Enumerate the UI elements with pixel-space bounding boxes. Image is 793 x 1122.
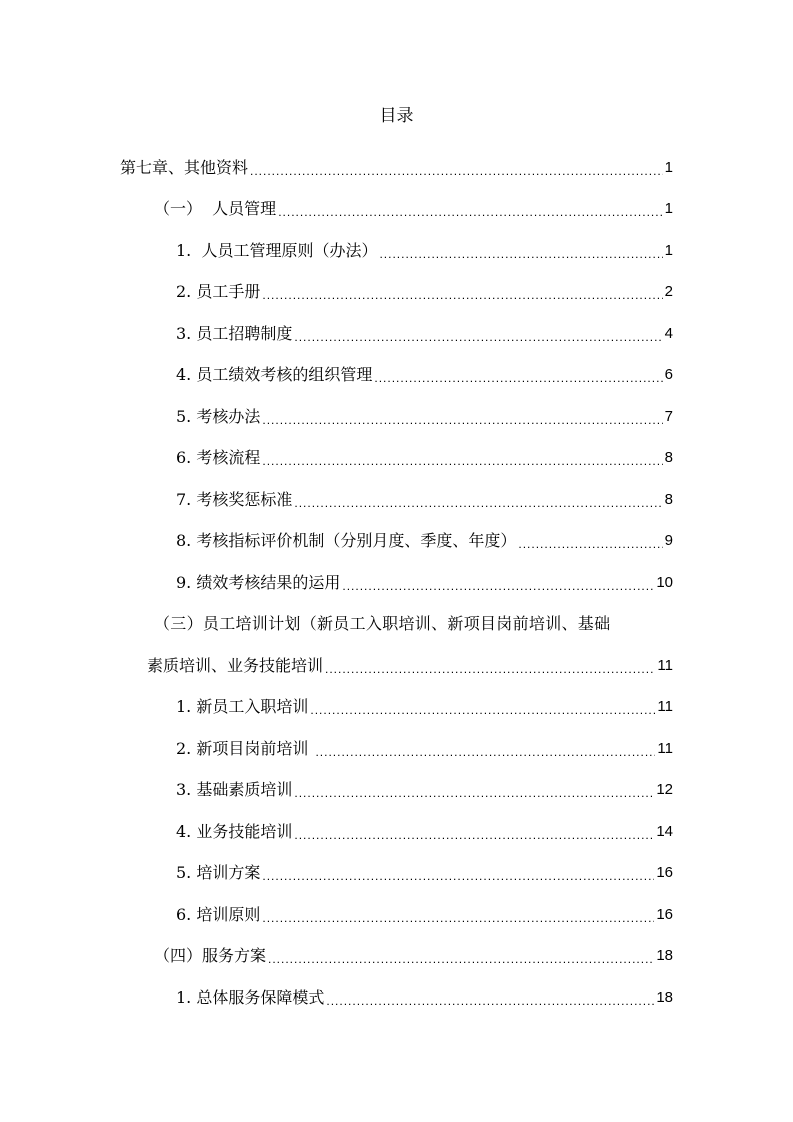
dot-leader [379,243,662,265]
toc-entry-page: 8 [664,449,673,467]
toc-entry[interactable] [0,770,793,812]
toc-entry-label: 2. 员工手册 [176,282,261,302]
toc-entry-page: 4 [664,324,673,342]
toc-entry[interactable] [0,687,793,729]
toc-entry-label: 6. 考核流程 [176,448,261,468]
toc-entry[interactable] [0,977,793,1019]
toc-entry-label: 1. 新员工入职培训 [176,697,309,717]
toc-entry-label: 5. 考核办法 [176,406,261,426]
dot-leader [262,284,662,306]
dot-leader [325,658,655,680]
toc-entry-label: 4. 业务技能培训 [176,821,293,841]
dot-leader [268,948,654,970]
toc-entry-label: 8. 考核指标评价机制（分别月度、季度、年度） [176,531,517,551]
dot-leader [262,450,662,472]
toc-entry-page: 16 [656,864,673,882]
toc-entry-page: 11 [657,656,673,674]
toc-entry[interactable] [0,272,793,314]
toc-entry-page: 7 [664,407,673,425]
toc-entry-page: 12 [656,781,673,799]
dot-leader [294,824,654,846]
toc-entry[interactable] [0,438,793,480]
toc-entry[interactable] [0,396,793,438]
toc-entry-page: 1 [664,158,673,176]
toc-entry[interactable] [0,894,793,936]
toc-entry-page: 8 [664,490,673,508]
toc-entry[interactable] [0,313,793,355]
toc-entry-page: 1 [664,200,673,218]
dot-leader [310,699,655,721]
dot-leader [262,907,654,929]
toc-entry-label: 2. 新项目岗前培训 [176,738,314,758]
toc-entry-label: 9. 绩效考核结果的运用 [176,572,341,592]
dot-leader [342,575,654,597]
toc-entry[interactable] [0,230,793,272]
toc-entry[interactable] [0,521,793,563]
toc-entry-label: 3. 员工招聘制度 [176,323,293,343]
dot-leader [315,741,655,763]
toc-entry-page: 18 [656,947,673,965]
toc-title: 目录 [379,106,414,126]
dot-leader [518,533,662,555]
toc-entry-label: （一） 人员管理 [154,199,277,219]
toc-entry-label: 素质培训、业务技能培训 [147,655,324,675]
toc-entry[interactable] [0,936,793,978]
toc-entry[interactable] [0,479,793,521]
toc-entry-page: 16 [656,905,673,923]
toc-entry-label: 1. 人员工管理原则（办法） [176,240,378,260]
toc-entry-page: 11 [657,739,673,757]
toc-entry[interactable] [0,562,793,604]
dot-leader [262,865,654,887]
toc-entry[interactable] [0,189,793,231]
dot-leader [294,782,654,804]
toc-entry[interactable] [0,728,793,770]
toc-entry-page: 1 [664,241,673,259]
toc-entry-label: 3. 基础素质培训 [176,780,293,800]
toc-entry-label: （四）服务方案 [154,946,267,966]
toc-entry-page: 9 [664,532,673,550]
dot-leader [326,990,654,1012]
toc-entry-page: 10 [656,573,673,591]
dot-leader [294,326,662,348]
toc-entry[interactable] [0,355,793,397]
dot-leader [262,409,662,431]
dot-leader [278,201,662,223]
toc-entry-label: 5. 培训方案 [176,863,261,883]
toc-entry[interactable] [0,811,793,853]
dot-leader [294,492,662,514]
toc-entry[interactable] [0,853,793,895]
toc-entry-page: 6 [664,366,673,384]
toc-entry-label: 6. 培训原则 [176,904,261,924]
toc-entry-label: 4. 员工绩效考核的组织管理 [176,365,373,385]
toc-entry[interactable] [0,147,793,189]
toc-entry-page: 18 [656,988,673,1006]
dot-leader [250,160,663,182]
toc-entry-page: 14 [656,822,673,840]
toc-list [0,147,793,1019]
toc-entry-page: 11 [657,698,673,716]
toc-entry-page: 2 [664,283,673,301]
toc-entry-label: 1. 总体服务保障模式 [176,987,325,1007]
toc-entry-label: （三）员工培训计划（新员工入职培训、新项目岗前培训、基础 [154,614,611,634]
toc-entry-first-line[interactable] [0,604,793,646]
toc-entry-label: 第七章、其他资料 [120,157,249,177]
toc-entry-label: 7. 考核奖惩标准 [176,489,293,509]
dot-leader [374,367,662,389]
toc-entry-continuation[interactable] [0,645,793,687]
